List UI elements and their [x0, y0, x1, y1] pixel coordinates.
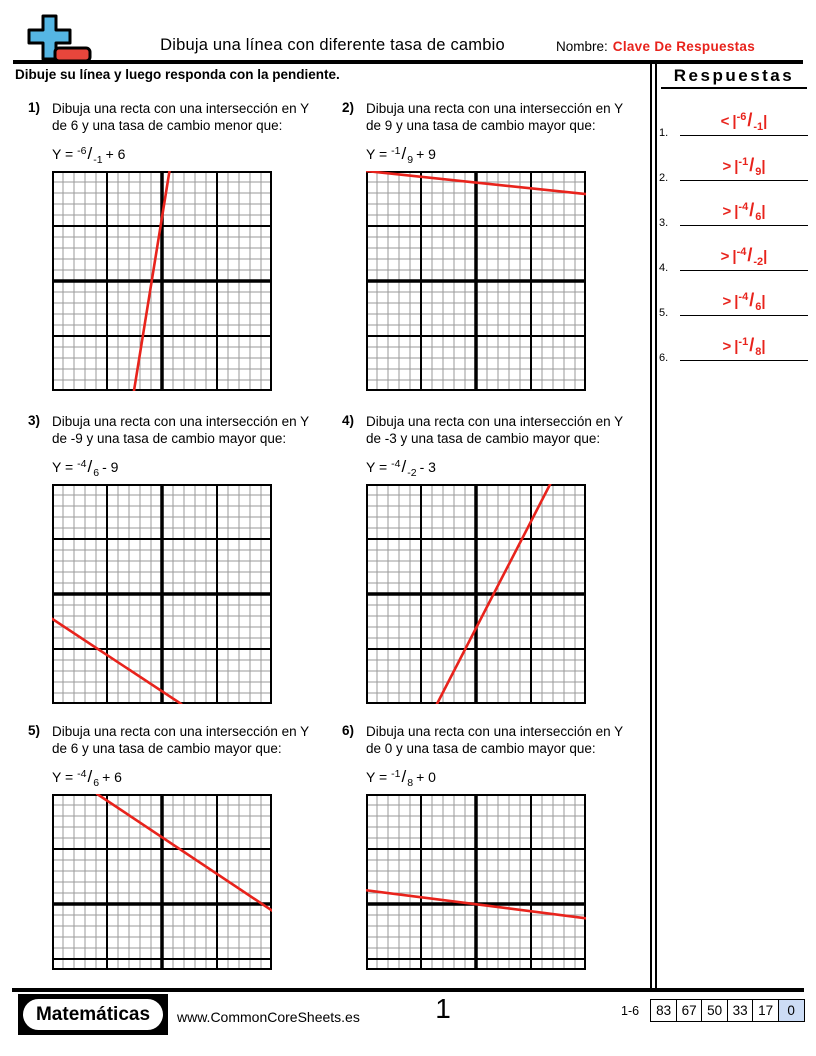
- score-cell: 83: [650, 999, 677, 1022]
- answer-blank-line: [680, 225, 808, 226]
- plus-minus-icon: [22, 13, 94, 63]
- answer-blank-line: [680, 135, 808, 136]
- answers-title: Respuestas: [661, 66, 807, 89]
- problem-text: Dibuja una recta con una intersección en Y de -3 y una tasa de cambio mayor que:: [366, 414, 623, 446]
- answers-separator: [650, 63, 657, 989]
- score-boxes: [650, 999, 805, 1022]
- score-cell: 67: [676, 999, 703, 1022]
- coordinate-grid: [52, 171, 333, 391]
- name-row: [556, 39, 755, 54]
- answer-blank-line: [680, 180, 808, 181]
- problem-number: 5): [28, 723, 41, 738]
- score-cell: 17: [752, 999, 779, 1022]
- answers-column: [659, 66, 809, 368]
- problem-equation: $Y = ^{-1}/_8 + 0$: [366, 767, 436, 789]
- answer-blank-line: [680, 315, 808, 316]
- brand-name: Matemáticas: [23, 999, 163, 1030]
- answer-blank-line: [680, 360, 808, 361]
- name-label: Nombre:: [556, 39, 608, 54]
- problem-equation: $Y = ^{-4}/_6 + 6$: [52, 767, 122, 789]
- answer-row: [659, 278, 809, 323]
- answer-value: > $|^{-4}/_6|$: [722, 290, 766, 313]
- page-title: Dibuja una línea con diferente tasa de cambio: [160, 36, 505, 54]
- brand-logo: [18, 994, 168, 1035]
- score-cell-highlighted: 0: [778, 999, 805, 1022]
- answer-number: 5.: [659, 307, 669, 319]
- answer-row: [659, 188, 809, 233]
- answer-number: 6.: [659, 352, 669, 364]
- answer-row: [659, 323, 809, 368]
- footer-rule: [12, 988, 804, 992]
- answer-number: 3.: [659, 217, 669, 229]
- coordinate-grid: [366, 794, 647, 970]
- problem-block: [28, 723, 333, 970]
- problem-block: [342, 413, 647, 704]
- problem-block: [342, 723, 647, 970]
- answers-list: [659, 98, 809, 368]
- grid-svg: [52, 484, 272, 704]
- website-link[interactable]: www.CommonCoreSheets.es: [177, 1009, 360, 1025]
- answer-row: [659, 143, 809, 188]
- coordinate-grid: [366, 484, 647, 704]
- answer-number: 2.: [659, 172, 669, 184]
- problem-text: Dibuja una recta con una intersección en Y de 0 y una tasa de cambio mayor que:: [366, 724, 623, 756]
- grid-svg: [52, 171, 272, 391]
- answer-row: [659, 233, 809, 278]
- problem-text: Dibuja una recta con una intersección en Y de 6 y una tasa de cambio menor que:: [52, 101, 309, 133]
- problem-block: [28, 100, 333, 391]
- grid-svg: [366, 171, 586, 391]
- name-value: Clave De Respuestas: [612, 39, 756, 54]
- page-number: 1: [435, 993, 451, 1024]
- score-range-label: 1-6: [621, 1003, 640, 1018]
- score-cell: 50: [701, 999, 728, 1022]
- answer-blank-line: [680, 270, 808, 271]
- answer-number: 1.: [659, 127, 669, 139]
- answer-value: < $|^{-6}/_{-1}|$: [720, 110, 768, 133]
- problem-text: Dibuja una recta con una intersección en Y de 6 y una tasa de cambio mayor que:: [52, 724, 309, 756]
- problem-text: Dibuja una recta con una intersección en Y de -9 y una tasa de cambio mayor que:: [52, 414, 309, 446]
- problem-text: Dibuja una recta con una intersección en Y de 9 y una tasa de cambio mayor que:: [366, 101, 623, 133]
- coordinate-grid: [52, 484, 333, 704]
- coordinate-grid: [52, 794, 333, 970]
- problem-block: [28, 413, 333, 704]
- coordinate-grid: [366, 171, 647, 391]
- problem-block: [342, 100, 647, 391]
- answer-row: [659, 98, 809, 143]
- problem-equation: $Y = ^{-4}/_6 - 9$: [52, 457, 119, 479]
- problem-number: 3): [28, 413, 41, 428]
- problem-number: 4): [342, 413, 355, 428]
- problem-equation: $Y = ^{-1}/_9 + 9$: [366, 144, 436, 166]
- header-rule: [13, 60, 803, 64]
- answer-value: > $|^{-1}/_8|$: [722, 335, 766, 358]
- score-table: [621, 999, 805, 1022]
- grid-svg: [366, 794, 586, 970]
- problem-equation: $Y = ^{-6}/_{-1} + 6$: [52, 144, 126, 166]
- grid-svg: [366, 484, 586, 704]
- answer-value: > $|^{-4}/_{-2}|$: [720, 245, 768, 268]
- answer-value: > $|^{-1}/_9|$: [722, 155, 766, 178]
- answer-value: > $|^{-4}/_6|$: [722, 200, 766, 223]
- answer-number: 4.: [659, 262, 669, 274]
- problem-number: 1): [28, 100, 41, 115]
- problem-equation: $Y = ^{-4}/_{-2} - 3$: [366, 457, 436, 479]
- instruction-text: Dibuje su línea y luego responda con la pendiente.: [15, 67, 340, 82]
- problem-number: 6): [342, 723, 355, 738]
- score-cell: 33: [727, 999, 754, 1022]
- grid-svg: [52, 794, 272, 970]
- problem-number: 2): [342, 100, 355, 115]
